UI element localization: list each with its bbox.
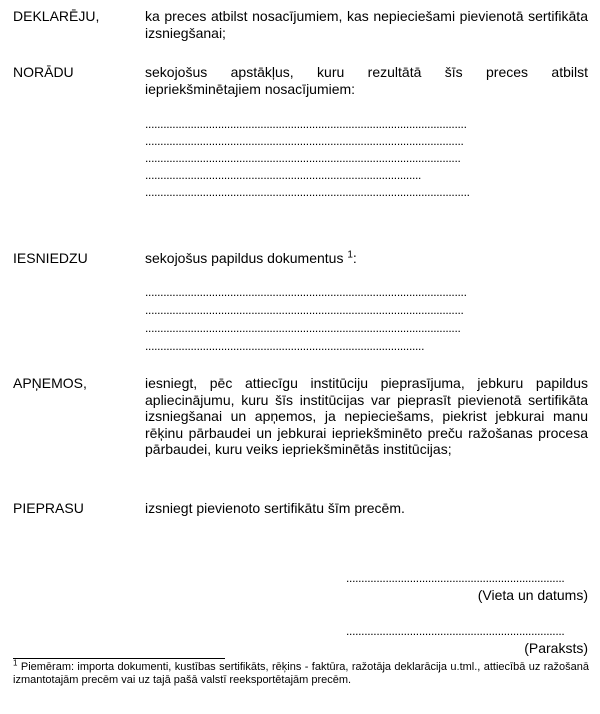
- submit-dotted-line: .........................................................................................................: [145, 303, 464, 317]
- state-label: NORĀDU: [13, 64, 74, 80]
- declare-text: ka preces atbilst nosacījumiem, kas nepieciešami pievienotā sertifikāta izsniegšanai;: [145, 8, 588, 41]
- state-dotted-line: ........................................................................................................: [145, 151, 461, 165]
- footnote-text: Piemēram: importa dokumenti, kustības sertifikāts, rēķins - faktūra, ražotāja deklarācija u.tml., attiecībā uz ražošanā izmantotajām precēm vai uz tajā pašā valstī reeksportētajām precēm.: [13, 661, 589, 686]
- submit-suffix: :: [352, 250, 357, 266]
- signature-dotted-line: ........................................................................: [346, 624, 565, 638]
- submit-dotted-line: ..........................................................................................................: [145, 285, 467, 299]
- footnote-divider: [13, 658, 225, 659]
- state-dotted-line: ...........................................................................................................: [145, 185, 470, 199]
- request-label: PIEPRASU: [13, 500, 84, 516]
- state-text: sekojošus apstākļus, kuru rezultātā šīs preces atbilst iepriekšminētajiem nosacījumiem:: [145, 64, 588, 97]
- undertake-text: iesniegt, pēc attiecīgu institūciju pieprasījuma, jebkuru papildus apliecinājumu, kuru šīs institūcijas var pieprasīt pievienotā sertifikāta izsniegšanai un apņemos, ja nepieciešams, piekrist jebkurai manu rēķinu pārbaudei un jebkurai iepriekšminēto preču ražošanas procesa pārbaudei, kuru veiks iepriekšminētās institūcijas;: [145, 375, 588, 457]
- state-dotted-line: ..........................................................................................................: [145, 117, 467, 131]
- submit-dotted-line: ............................................................................................: [145, 339, 425, 353]
- request-text: izsniegt pievienoto sertifikātu šīm precēm.: [145, 500, 405, 516]
- footnote-number: 1: [13, 658, 18, 668]
- submit-dotted-line: ........................................................................................................: [145, 321, 461, 335]
- footnote: [13, 658, 589, 687]
- submit-text-line: [145, 250, 588, 267]
- declare-label: DEKLARĒJU,: [13, 8, 100, 24]
- footnote-ref: 1: [347, 249, 353, 261]
- state-dotted-line: .........................................................................................................: [145, 134, 464, 148]
- signature-label: (Paraksts): [524, 640, 588, 656]
- undertake-label: APŅEMOS,: [13, 375, 87, 391]
- place-date-label: (Vieta un datums): [477, 587, 588, 603]
- submit-label: IESNIEDZU: [13, 250, 88, 266]
- state-dotted-line: ...........................................................................................: [145, 168, 422, 182]
- submit-text: sekojošus papildus dokumentus: [145, 250, 344, 266]
- place-date-dotted-line: ........................................................................: [346, 571, 565, 585]
